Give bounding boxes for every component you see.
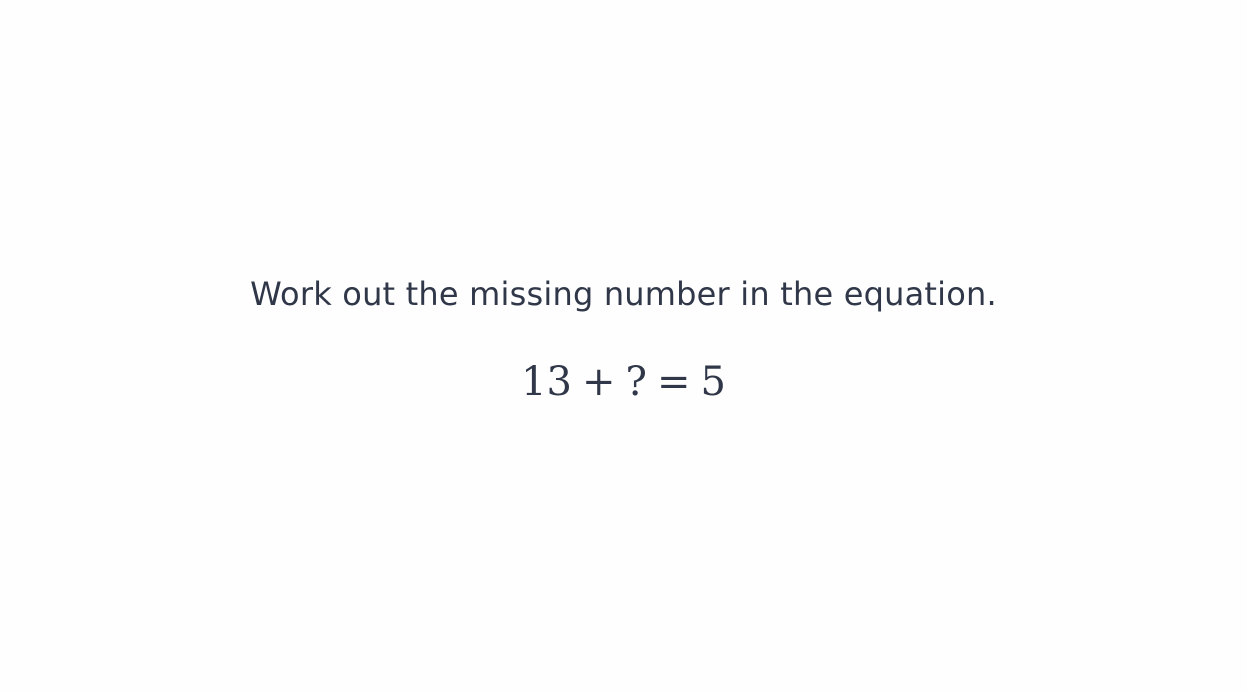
equation-plus-sign: + [581,359,616,405]
question-prompt: Work out the missing number in the equation. [250,275,997,313]
equation-equals-sign: = [656,359,691,405]
equation-left-operand: 13 [521,359,572,405]
equation [0,356,1247,408]
equation-result: 5 [700,359,726,405]
equation-unknown: ? [625,359,647,405]
